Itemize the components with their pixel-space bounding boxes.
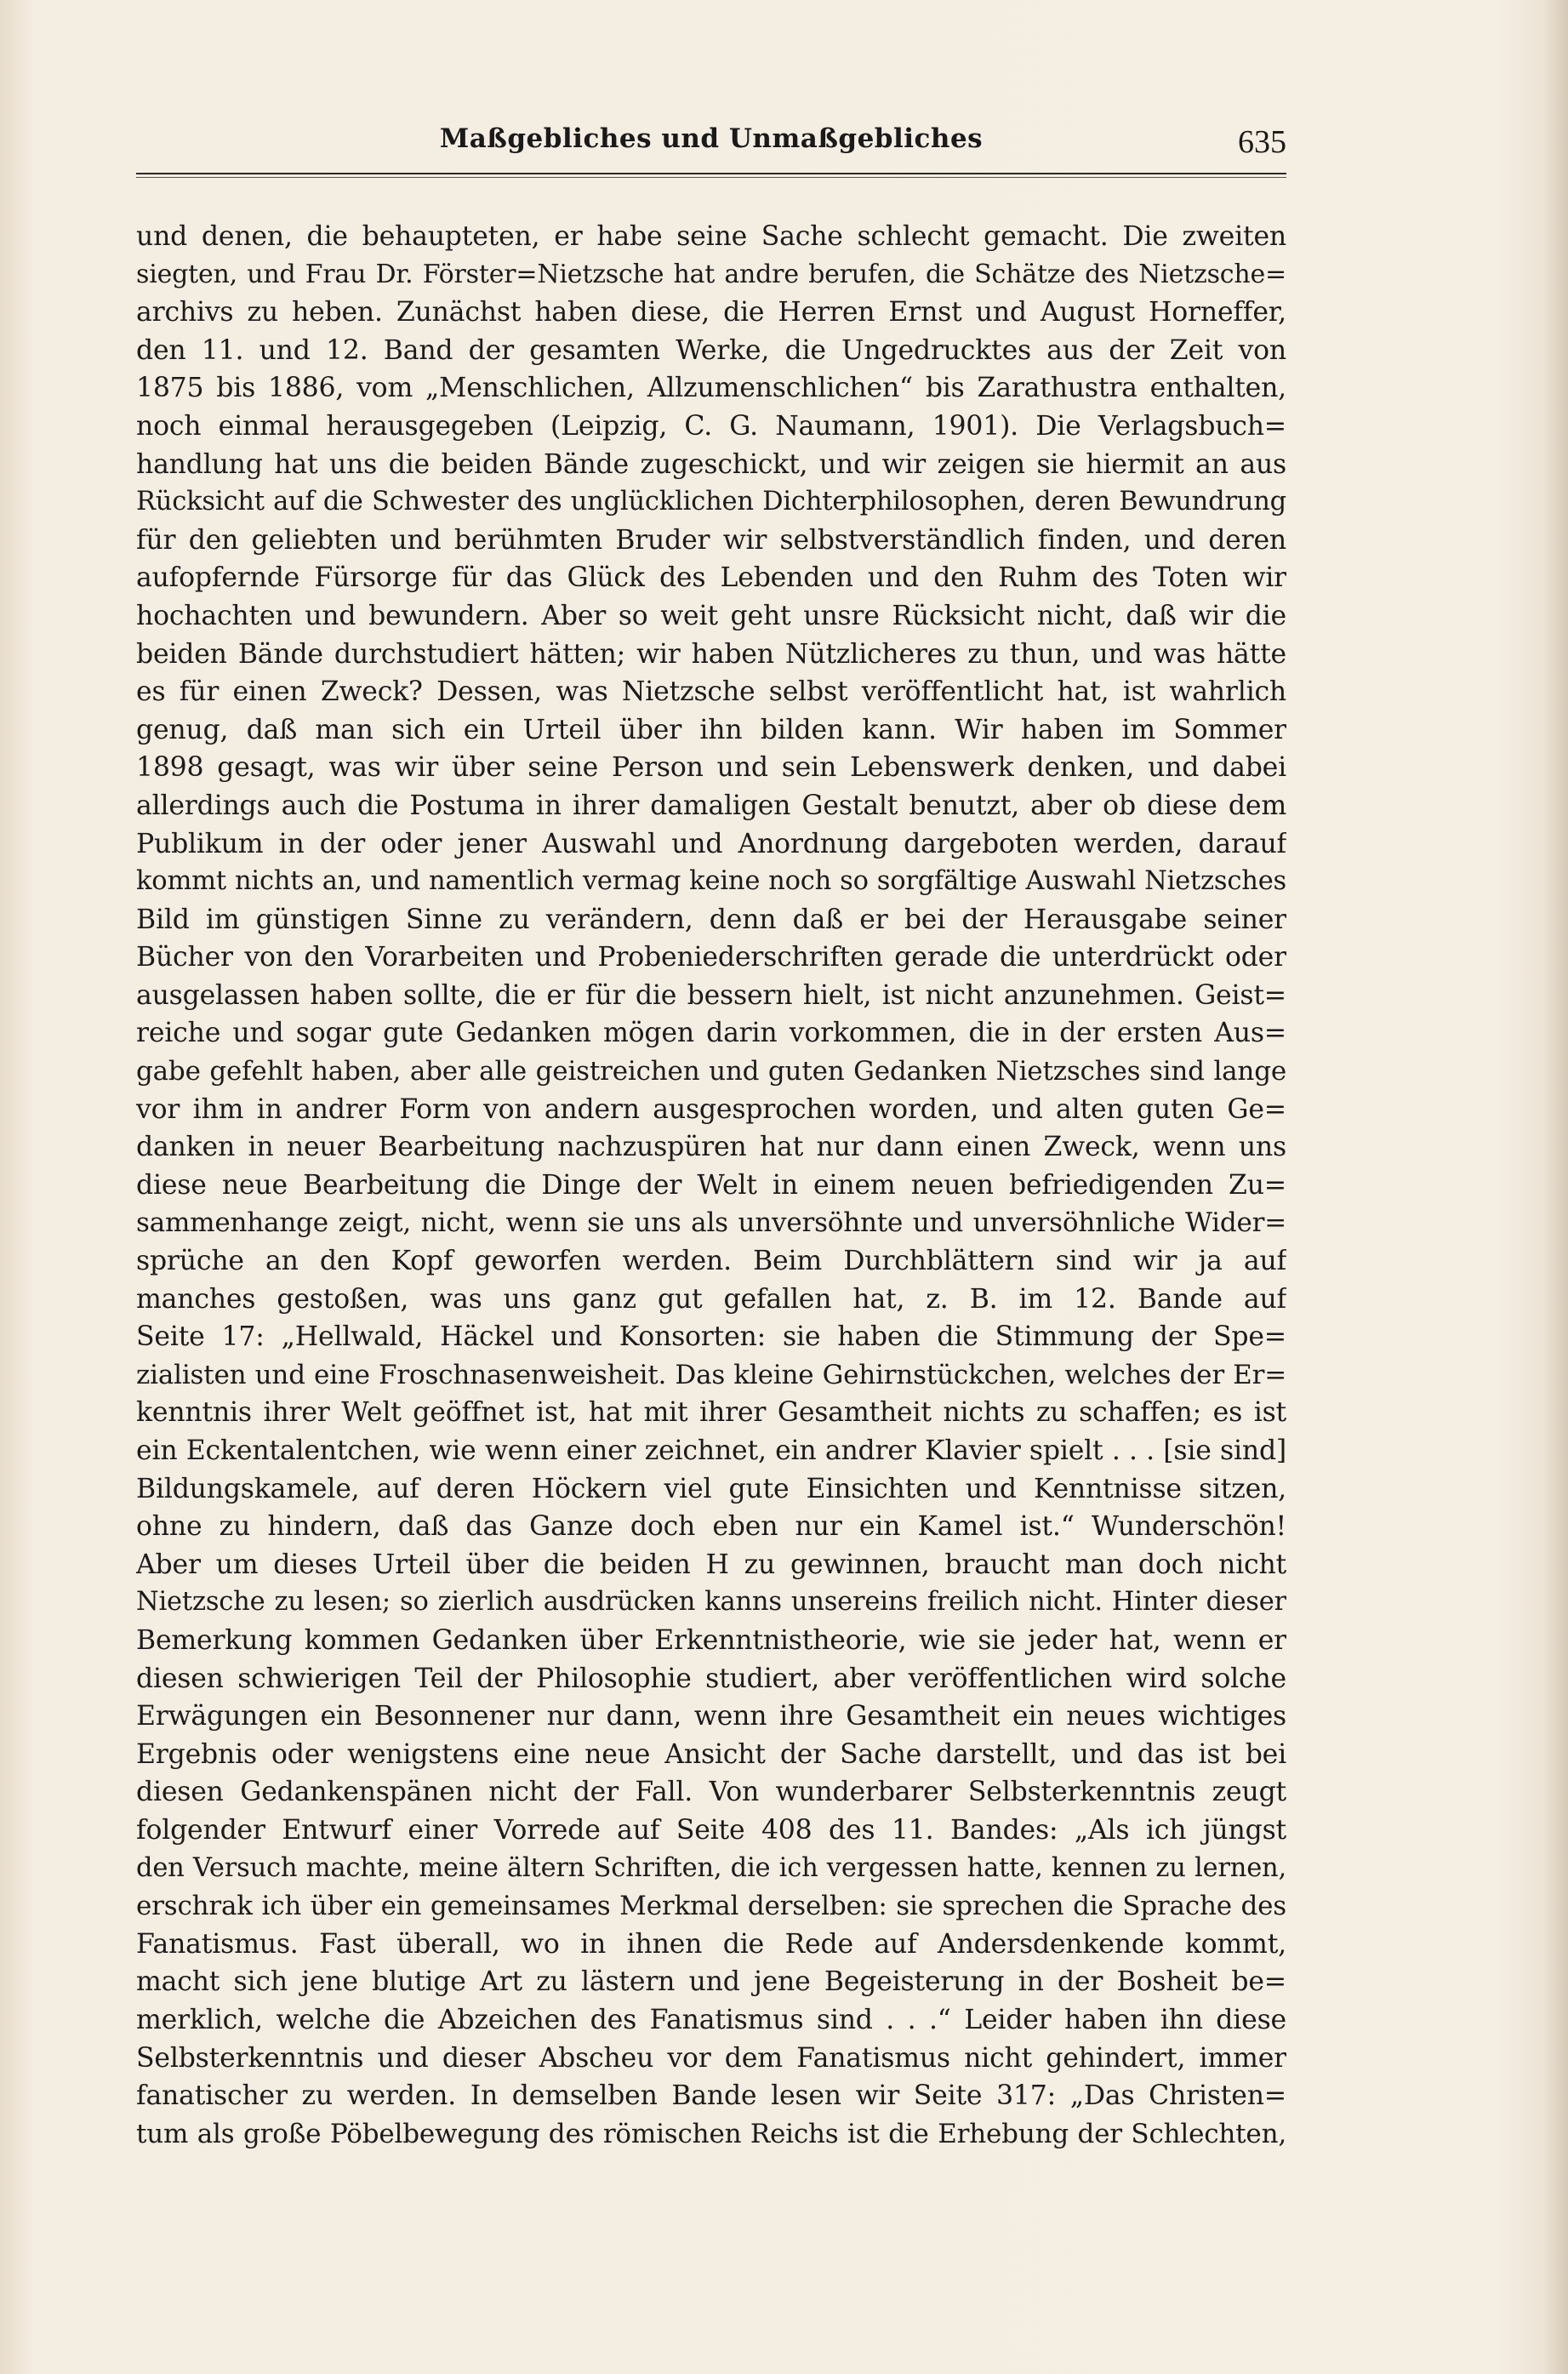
body-text <box>136 218 1286 2153</box>
text-line: Rücksicht auf die Schwester des unglücklichen Dichterphilosophen, deren Bewundrung <box>136 487 1286 517</box>
text-line: hochachten und bewundern. Aber so weit geht unsre Rücksicht nicht, daß wir die <box>136 600 1286 631</box>
text-line: ohne zu hindern, daß das Ganze doch eben nur ein Kamel ist.“ Wunderschön! <box>136 1511 1286 1543</box>
page-header <box>136 123 1286 171</box>
text-line: für den geliebten und berühmten Bruder wir selbstverständlich finden, und deren <box>136 524 1286 556</box>
text-line: allerdings auch die Postuma in ihrer damaligen Gestalt benutzt, aber ob diese dem <box>136 790 1286 821</box>
text-line: noch einmal herausgegeben (Leipzig, C. G. Naumann, 1901). Die Verlagsbuch= <box>136 410 1286 442</box>
text-line: ein Eckentalentchen, wie wenn einer zeichnet, ein andrer Klavier spielt . . . [sie sind] <box>136 1435 1286 1466</box>
text-line: 1875 bis 1886, vom „Menschlichen, Allzumenschlichen“ bis Zarathustra enthalten, <box>136 373 1286 404</box>
text-line: kenntnis ihrer Welt geöffnet ist, hat mit ihrer Gesamtheit nichts zu schaffen; es ist <box>136 1397 1286 1429</box>
text-line: sprüche an den Kopf geworfen werden. Beim Durchblättern sind wir ja auf <box>136 1246 1286 1277</box>
text-line: tum als große Pöbelbewegung des römischen Reichs ist die Erhebung der Schlechten, <box>136 2118 1286 2149</box>
page-number: 635 <box>1238 124 1286 160</box>
text-line: Aber um dieses Urteil über die beiden H zu gewinnen, braucht man doch nicht <box>136 1549 1286 1580</box>
text-line: Ergebnis oder wenigstens eine neue Ansicht der Sache darstellt, und das ist bei <box>136 1738 1286 1770</box>
header-rule <box>136 173 1286 174</box>
text-line: Bild im günstigen Sinne zu verändern, denn daß er bei der Herausgabe seiner <box>136 904 1286 935</box>
text-line: vor ihm in andrer Form von andern ausgesprochen worden, und alten guten Ge= <box>136 1093 1286 1125</box>
text-line: den 11. und 12. Band der gesamten Werke, die Ungedrucktes aus der Zeit von <box>136 334 1286 366</box>
text-line: beiden Bände durchstudiert hätten; wir haben Nützlicheres zu thun, und was hätte <box>136 638 1286 670</box>
text-line: und denen, die behaupteten, er habe seine Sache schlecht gemacht. Die zweiten <box>136 221 1286 252</box>
text-line: es für einen Zweck? Dessen, was Nietzsche selbst veröffentlicht hat, ist wahrlich <box>136 676 1286 708</box>
text-line: 1898 gesagt, was wir über seine Person und sein Lebenswerk denken, und dabei <box>136 752 1286 784</box>
text-line: ausgelassen haben sollte, die er für die bessern hielt, ist nicht anzunehmen. Geist= <box>136 979 1286 1011</box>
text-line: Bemerkung kommen Gedanken über Erkenntnistheorie, wie sie jeder hat, wenn er <box>136 1624 1286 1656</box>
text-line: Publikum in der oder jener Auswahl und Anordnung dargeboten werden, darauf <box>136 828 1286 859</box>
text-line: folgender Entwurf einer Vorrede auf Seite 408 des 11. Bandes: „Als ich jüngst <box>136 1814 1286 1846</box>
text-line: zialisten und eine Froschnasenweisheit. Das kleine Gehirnstückchen, welches der Er= <box>136 1359 1286 1390</box>
text-line: kommt nichts an, und namentlich vermag keine noch so sorgfältige Auswahl Nietzsches <box>136 866 1286 897</box>
text-line: reiche und sogar gute Gedanken mögen darin vorkommen, die in der ersten Aus= <box>136 1018 1286 1049</box>
text-line: Bücher von den Vorarbeiten und Probeniederschriften gerade die unterdrückt oder <box>136 942 1286 973</box>
running-title: Maßgebliches und Unmaßgebliches <box>439 123 984 154</box>
text-line: Erwägungen ein Besonnener nur dann, wenn ihre Gesamtheit ein neues wichtiges <box>136 1701 1286 1732</box>
text-line: siegten, und Frau Dr. Förster=Nietzsche hat andre berufen, die Schätze des Nietzsche= <box>136 259 1286 289</box>
text-line: diese neue Bearbeitung die Dinge der Welt in einem neuen befriedigenden Zu= <box>136 1169 1286 1201</box>
text-line: sammenhange zeigt, nicht, wenn sie uns als unversöhnte und unversöhnliche Wider= <box>136 1207 1286 1239</box>
text-line: archivs zu heben. Zunächst haben diese, die Herren Ernst und August Horneffer, <box>136 297 1286 328</box>
text-line: gabe gefehlt haben, aber alle geistreichen und guten Gedanken Nietzsches sind lange <box>136 1056 1286 1087</box>
text-line: fanatischer zu werden. In demselben Bande lesen wir Seite 317: „Das Christen= <box>136 2080 1286 2112</box>
text-line: Bildungskamele, auf deren Höckern viel gute Einsichten und Kenntnisse sitzen, <box>136 1473 1286 1504</box>
text-line: danken in neuer Bearbeitung nachzuspüren hat nur dann einen Zweck, wenn uns <box>136 1132 1286 1163</box>
text-line: diesen Gedankenspänen nicht der Fall. Von wunderbarer Selbsterkenntnis zeugt <box>136 1777 1286 1808</box>
page-edge-shadow <box>1542 0 1568 2374</box>
text-line: handlung hat uns die beiden Bände zugeschickt, und wir zeigen sie hiermit an aus <box>136 448 1286 480</box>
text-line: den Versuch machte, meine ältern Schriften, die ich vergessen hatte, kennen zu lernen, <box>136 1852 1286 1883</box>
text-line: Fanatismus. Fast überall, wo in ihnen die Rede auf Andersdenkende kommt, <box>136 1928 1286 1960</box>
text-line: aufopfernde Fürsorge für das Glück des Lebenden und den Ruhm des Toten wir <box>136 562 1286 594</box>
text-line: Nietzsche zu lesen; so zierlich ausdrücken kanns unsereins freilich nicht. Hinter dieser <box>136 1587 1286 1618</box>
header-rule-thin <box>136 177 1286 178</box>
text-line: Seite 17: „Hellwald, Häckel und Konsorten: sie haben die Stimmung der Spe= <box>136 1321 1286 1353</box>
text-line: macht sich jene blutige Art zu lästern und jene Begeisterung in der Bosheit be= <box>136 1966 1286 1998</box>
text-line: diesen schwierigen Teil der Philosophie studiert, aber veröffentlichen wird solche <box>136 1663 1286 1694</box>
text-line: erschrak ich über ein gemeinsames Merkmal derselben: sie sprechen die Sprache des <box>136 1891 1286 1922</box>
text-line: merklich, welche die Abzeichen des Fanatismus sind . . .“ Leider haben ihn diese <box>136 2004 1286 2035</box>
text-line: Selbsterkenntnis und dieser Abscheu vor dem Fanatismus nicht gehindert, immer <box>136 2042 1286 2074</box>
text-line: genug, daß man sich ein Urteil über ihn bilden kann. Wir haben im Sommer <box>136 714 1286 745</box>
text-line: manches gestoßen, was uns ganz gut gefallen hat, z. B. im 12. Bande auf <box>136 1283 1286 1315</box>
